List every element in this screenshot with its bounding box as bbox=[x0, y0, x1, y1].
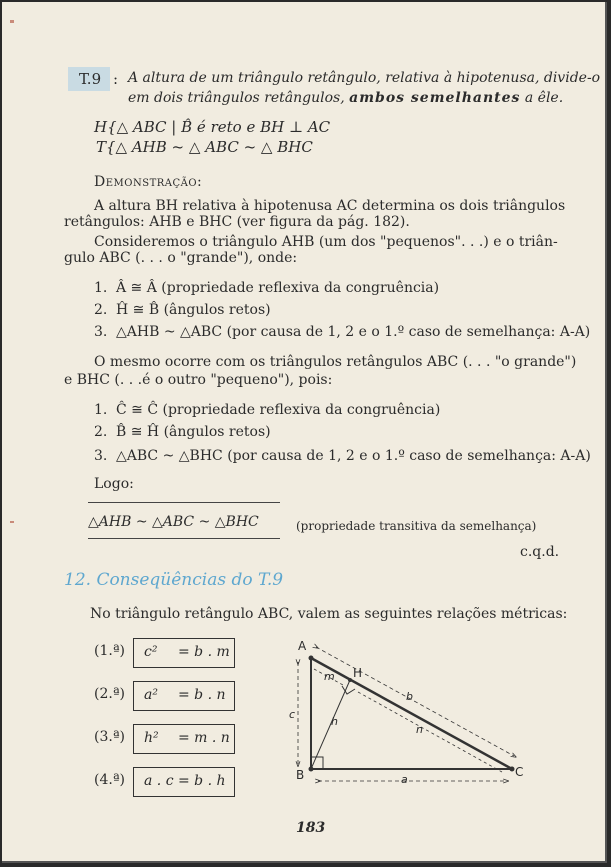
step-number: 1. bbox=[94, 402, 108, 418]
vertex-c-dot bbox=[510, 767, 515, 772]
conclusion-note: (propriedade transitiva da semelhança) bbox=[296, 519, 537, 533]
hypotenuse-ac bbox=[311, 658, 512, 769]
relation-lhs: a . c bbox=[144, 773, 174, 789]
step-text: B̂ ≅ Ĥ (ângulos retos) bbox=[116, 424, 271, 440]
step-text: Ĉ ≅ Ĉ (propriedade reflexiva da congruência) bbox=[116, 402, 441, 418]
book-page bbox=[2, 2, 607, 863]
section-intro: No triângulo retângulo ABC, valem as seguintes relações métricas: bbox=[90, 606, 568, 622]
theorem-text: em dois triângulos retângulos, bbox=[128, 90, 345, 106]
demonstration-paragraph: Consideremos o triângulo AHB (um dos "pequenos". . .) e o triân- bbox=[94, 234, 558, 250]
relation-lhs: c² bbox=[144, 644, 158, 660]
segment-h-label: h bbox=[331, 715, 338, 728]
step-number: 3. bbox=[94, 448, 108, 464]
relation-label: (3.ª) bbox=[94, 729, 125, 745]
relation-rhs: = b . h bbox=[178, 773, 226, 789]
demonstration-paragraph: gulo ABC (. . . o "grande"), onde: bbox=[64, 250, 298, 266]
segment-m-label: m bbox=[324, 670, 335, 683]
relation-rhs: = b . n bbox=[178, 687, 226, 703]
dimension-b bbox=[316, 647, 514, 756]
relation-label: (2.ª) bbox=[94, 686, 125, 702]
step-text: △ABC ~ △BHC (por causa de 1, 2 e o 1.º caso de semelhança: A-A) bbox=[116, 448, 591, 464]
vertex-h-label: H bbox=[353, 666, 363, 680]
step-number: 2. bbox=[94, 424, 108, 440]
vertex-h-dot bbox=[348, 678, 352, 682]
hypothesis: H{△ ABC | B̂ é reto e BH ⊥ AC bbox=[94, 118, 331, 136]
section-title: 12. Conseqüências do T.9 bbox=[64, 570, 284, 590]
vertex-a-dot bbox=[309, 656, 314, 661]
vertex-c-label: C bbox=[515, 765, 524, 779]
relation-label: (4.ª) bbox=[94, 772, 125, 788]
theorem-statement-line1: A altura de um triângulo retângulo, relativa à hipotenusa, divide-o bbox=[128, 70, 601, 86]
qed: c.q.d. bbox=[520, 544, 560, 560]
segment-n-label: n bbox=[416, 723, 423, 736]
demonstration-title: Demonstração: bbox=[94, 174, 203, 190]
theorem-separator: : bbox=[113, 70, 119, 88]
theorem-text: a êle. bbox=[524, 90, 564, 106]
step-text: Ĥ ≅ B̂ (ângulos retos) bbox=[116, 302, 271, 318]
right-angle-mark-b bbox=[311, 757, 323, 769]
triangle-figure bbox=[2, 2, 605, 861]
relation-label: (1.ª) bbox=[94, 643, 125, 659]
vertex-b-dot bbox=[309, 767, 314, 772]
relation-lhs: a² bbox=[144, 687, 158, 703]
relation-rhs: = b . m bbox=[178, 644, 230, 660]
theorem-label: T.9 bbox=[79, 70, 102, 88]
step-text: Â ≅ Â (propriedade reflexiva da congruência) bbox=[116, 280, 440, 296]
demonstration-paragraph: A altura BH relativa à hipotenusa AC determina os dois triângulos bbox=[94, 198, 566, 214]
segment-a-label: a bbox=[401, 773, 408, 786]
segment-b-label: b bbox=[406, 690, 413, 703]
thesis: T{△ AHB ~ △ ABC ~ △ BHC bbox=[96, 138, 313, 156]
demonstration-paragraph: O mesmo ocorre com os triângulos retângulos ABC (. . . "o grande") bbox=[94, 354, 577, 370]
page-number: 183 bbox=[296, 820, 326, 836]
dimension-n bbox=[358, 692, 502, 772]
step-number: 3. bbox=[94, 324, 108, 340]
step-number: 2. bbox=[94, 302, 108, 318]
vertex-a-label: A bbox=[298, 639, 307, 653]
conclusion: △AHB ~ △ABC ~ △BHC bbox=[88, 514, 259, 530]
demonstration-paragraph: retângulos: AHB e BHC (ver figura da pág. 182). bbox=[64, 214, 410, 230]
demonstration-paragraph: e BHC (. . .é o outro "pequeno"), pois: bbox=[64, 372, 333, 388]
relation-rhs: = m . n bbox=[178, 730, 230, 746]
vertex-b-label: B bbox=[296, 768, 305, 782]
segment-c-label: c bbox=[289, 708, 296, 721]
step-number: 1. bbox=[94, 280, 108, 296]
logo-label: Logo: bbox=[94, 476, 134, 492]
theorem-emphasis: ambos semelhantes bbox=[349, 90, 521, 106]
relation-lhs: h² bbox=[144, 730, 159, 746]
step-text: △AHB ~ △ABC (por causa de 1, 2 e o 1.º caso de semelhança: A-A) bbox=[116, 324, 591, 340]
